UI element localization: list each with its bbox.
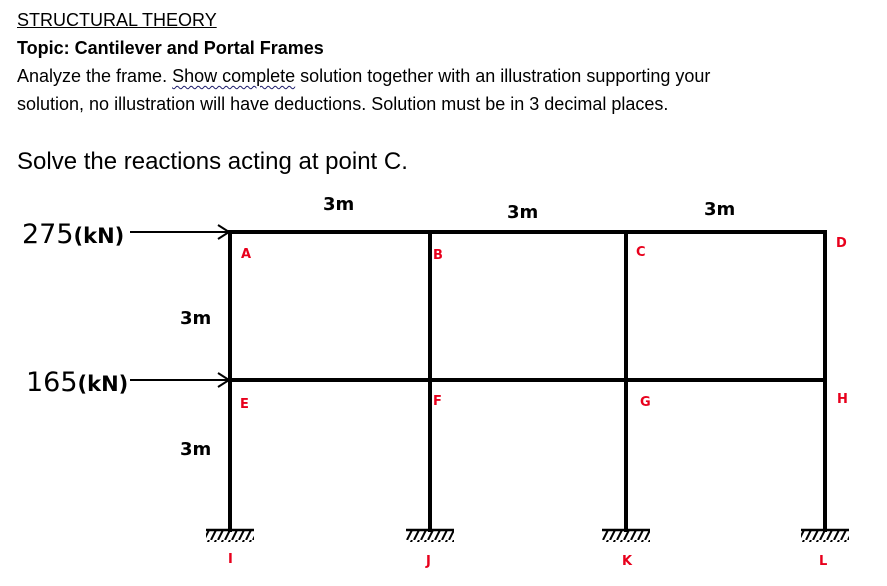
instruction-line-2: solution, no illustration will have deductions. Solution must be in 3 decimal places. <box>17 94 669 114</box>
question-text: Solve the reactions acting at point C. <box>17 148 408 175</box>
joint-label-K: K <box>622 554 633 569</box>
load-arrow-middle <box>130 373 229 387</box>
joint-label-G: G <box>640 395 651 410</box>
height-label-lower: 3m <box>180 439 212 460</box>
joint-label-E: E <box>240 397 249 412</box>
joint-label-A: A <box>241 247 252 262</box>
span-label-BC: 3m <box>507 202 539 223</box>
joint-label-C: C <box>636 245 646 260</box>
fixed-support-I <box>206 530 254 542</box>
span-label-CD: 3m <box>704 199 736 220</box>
joint-label-D: D <box>836 236 847 251</box>
joint-label-F: F <box>433 394 442 409</box>
topic-heading: Topic: Cantilever and Portal Frames <box>17 38 324 58</box>
joint-label-B: B <box>433 248 443 263</box>
joint-label-I: I <box>228 552 233 567</box>
load-label-top: 275(kN) <box>22 219 125 250</box>
height-label-upper: 3m <box>180 308 212 329</box>
load-arrow-top <box>130 225 229 239</box>
spellcheck-underlined-text: Show complete <box>172 66 296 86</box>
fixed-support-K <box>602 530 650 542</box>
instruction-line-1-start: Analyze the frame. <box>17 66 173 86</box>
span-label-AB: 3m <box>323 194 355 215</box>
joint-label-H: H <box>837 392 848 407</box>
joint-label-L: L <box>819 554 828 569</box>
course-title: STRUCTURAL THEORY <box>17 10 217 30</box>
load-label-middle: 165(kN) <box>26 367 129 398</box>
fixed-support-L <box>801 530 849 542</box>
joint-label-J: J <box>426 554 431 569</box>
fixed-support-J <box>406 530 454 542</box>
instruction-line-1-end: solution together with an illustration supporting your <box>295 66 711 86</box>
